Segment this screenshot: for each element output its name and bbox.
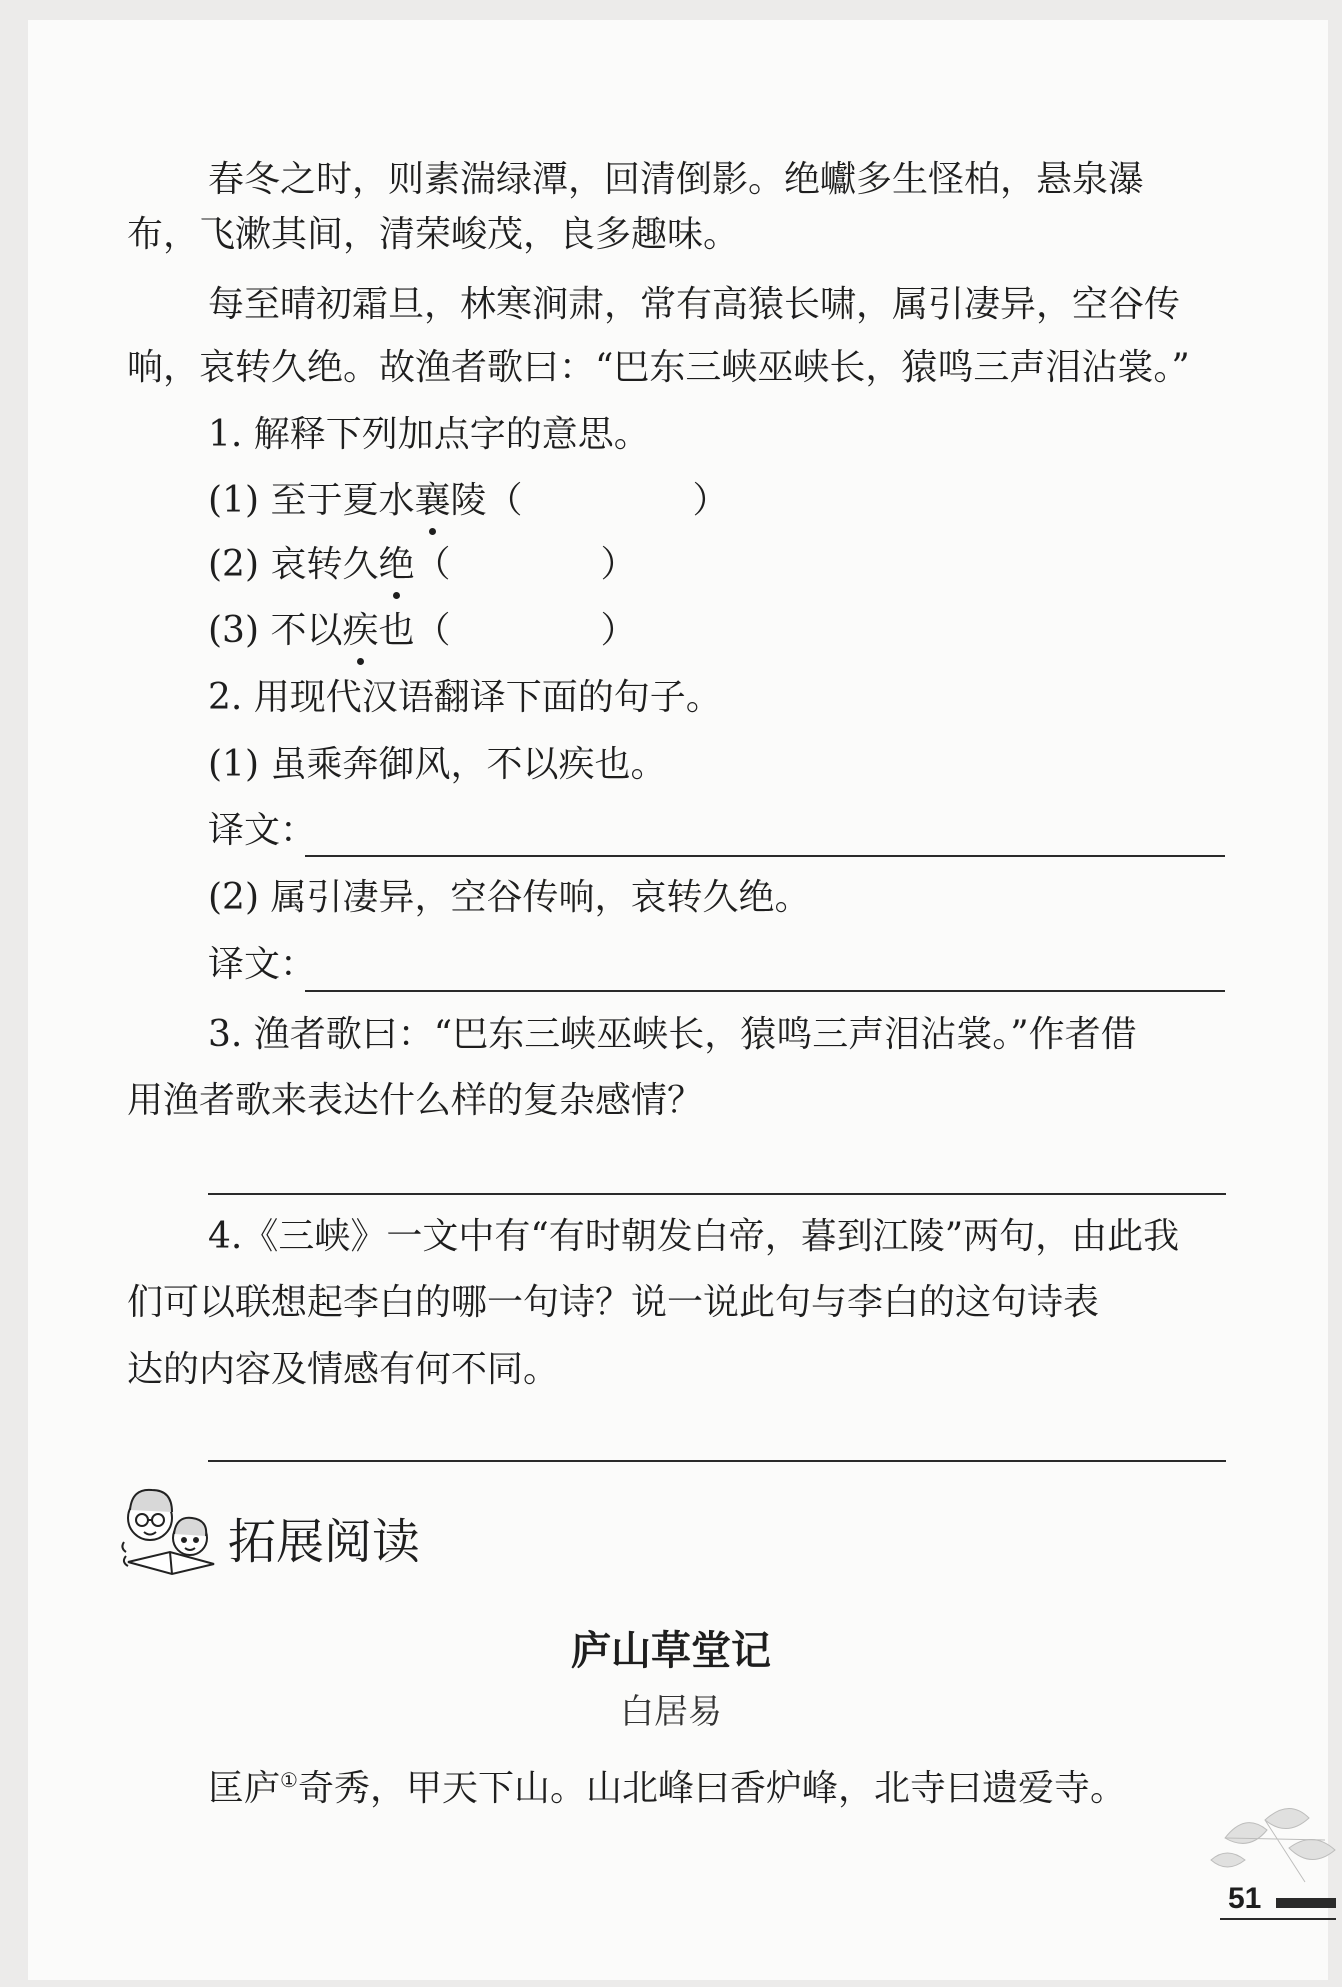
- footnote-marker[interactable]: ①: [280, 1768, 298, 1792]
- dotted-character: 襄: [414, 476, 450, 526]
- item-text-after: 陵: [450, 480, 487, 521]
- article-text: 奇秀，甲天下山。山北峰曰香炉峰，北寺曰遗爱寺。: [297, 1768, 1126, 1809]
- answer-line[interactable]: [208, 1193, 1226, 1195]
- page-number-bar: [1276, 1898, 1336, 1908]
- question-3-line: 3. 渔者歌曰：“巴东三峡巫峡长，猿鸣三声泪沾裳。”作者借: [208, 1014, 1137, 1055]
- question-4-line: 达的内容及情感有何不同。: [127, 1349, 560, 1390]
- question-2-sentence: (1) 虽乘奔御风，不以疾也。: [208, 744, 667, 785]
- answer-line[interactable]: [208, 1460, 1226, 1462]
- question-2-sentence: (2) 属引凄异，空谷传响，哀转久绝。: [208, 877, 811, 918]
- item-number: (3): [208, 610, 259, 651]
- passage-line: 春冬之时，则素湍绿潭，回清倒影。绝巘多生怪柏，悬泉瀑: [208, 159, 1145, 200]
- passage-line: 每至晴初霜旦，林寒涧肃，常有高猿长啸，属引凄异，空谷传: [208, 284, 1181, 325]
- article-author: 白居易: [620, 1692, 722, 1732]
- passage-line: 响，哀转久绝。故渔者歌曰：“巴东三峡巫峡长，猿鸣三声泪沾裳。”: [127, 347, 1190, 388]
- section-title: 拓展阅读: [228, 1514, 421, 1570]
- item-text-before: 不以: [270, 610, 343, 651]
- question-1-item: [208, 606, 637, 656]
- dotted-character: 疾: [342, 606, 378, 656]
- article-text: 匡庐: [208, 1768, 281, 1809]
- translation-answer-line[interactable]: [305, 855, 1225, 857]
- question-4-line: 4.《三峡》一文中有“有时朝发白帝，暮到江陵”两句，由此我: [208, 1216, 1180, 1257]
- page-number: 51: [1228, 1882, 1262, 1915]
- article-first-line: [208, 1755, 1126, 1814]
- question-3-line: 用渔者歌来表达什么样的复杂感情？: [127, 1080, 704, 1121]
- question-1-item: [208, 540, 637, 590]
- item-text-before: 哀转久: [270, 544, 379, 585]
- item-number: (2): [208, 544, 259, 585]
- item-number: (1): [208, 480, 259, 521]
- translation-label: 译文：: [208, 944, 317, 985]
- children-reading-icon: [118, 1482, 226, 1580]
- answer-blank[interactable]: （ ）: [414, 544, 637, 585]
- translation-answer-line[interactable]: [305, 990, 1225, 992]
- passage-line: 布，飞漱其间，清荣峻茂，良多趣味。: [127, 214, 740, 255]
- question-4-line: 们可以联想起李白的哪一句诗？说一说此句与李白的这句诗表: [127, 1282, 1100, 1323]
- page-number-rule: [1220, 1918, 1336, 1920]
- question-1-prompt: 1. 解释下列加点字的意思。: [208, 414, 650, 455]
- question-2-prompt: 2. 用现代汉语翻译下面的句子。: [208, 677, 722, 718]
- answer-blank[interactable]: （ ）: [414, 610, 637, 651]
- dotted-character: 绝: [378, 540, 414, 590]
- item-text-after: 也: [378, 610, 415, 651]
- question-1-item: [208, 476, 729, 526]
- translation-label: 译文：: [208, 810, 317, 851]
- answer-blank[interactable]: （ ）: [486, 480, 729, 521]
- article-title: 庐山草堂记: [571, 1627, 771, 1674]
- item-text-before: 至于夏水: [270, 480, 415, 521]
- leaf-ornament-icon: [1205, 1790, 1340, 1890]
